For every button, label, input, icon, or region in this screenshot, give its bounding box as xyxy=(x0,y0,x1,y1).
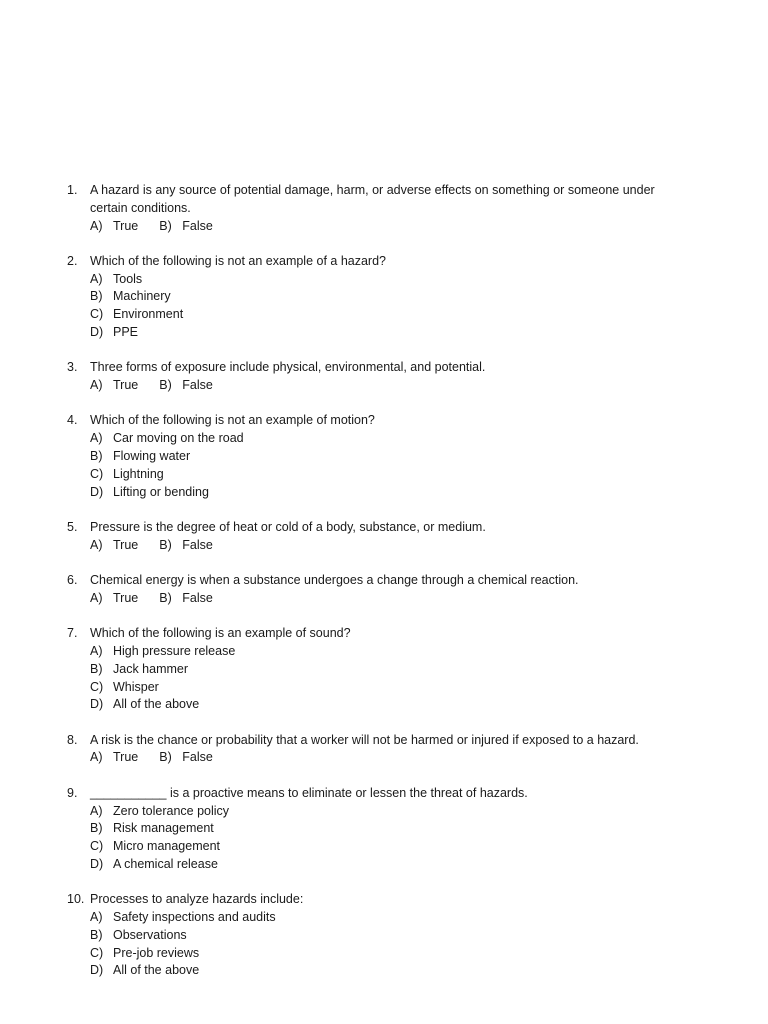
option-letter: B) xyxy=(159,590,172,605)
option-text: True xyxy=(113,537,139,552)
option-text: Environment xyxy=(113,307,184,322)
answer-option xyxy=(90,271,687,289)
answer-option xyxy=(90,448,687,466)
option-letter: D) xyxy=(90,856,104,871)
option-text: Zero tolerance policy xyxy=(113,803,230,818)
option-text: A chemical release xyxy=(113,856,218,871)
answer-options xyxy=(90,271,687,342)
option-letter: A) xyxy=(90,590,103,605)
option-text: Observations xyxy=(113,927,187,942)
answer-option xyxy=(90,484,687,502)
answer-options xyxy=(90,643,687,714)
option-letter: A) xyxy=(90,643,103,658)
option-text: All of the above xyxy=(113,963,200,978)
option-text: Whisper xyxy=(113,679,159,694)
answer-option xyxy=(90,324,687,342)
question-line xyxy=(67,732,687,750)
answer-option xyxy=(159,590,213,608)
answer-option xyxy=(159,537,213,555)
question-4 xyxy=(67,412,687,501)
question-number: 7. xyxy=(67,626,78,641)
question-line xyxy=(67,625,687,643)
option-text: PPE xyxy=(113,325,139,340)
answer-option xyxy=(90,288,687,306)
question-text: Which of the following is not an example of a hazard? xyxy=(90,253,387,268)
option-letter: D) xyxy=(90,325,104,340)
answer-options xyxy=(90,218,687,236)
option-letter: A) xyxy=(90,537,103,552)
answer-option xyxy=(90,430,687,448)
option-text: True xyxy=(113,378,139,393)
question-text: A hazard is any source of potential damage, harm, or adverse effects on something or someone under certain conditions. xyxy=(90,183,655,215)
option-text: False xyxy=(182,590,213,605)
answer-option xyxy=(90,927,687,945)
answer-option xyxy=(90,820,687,838)
option-letter: D) xyxy=(90,697,104,712)
answer-options xyxy=(90,430,687,501)
option-text: Machinery xyxy=(113,289,171,304)
answer-option xyxy=(90,306,687,324)
answer-option xyxy=(159,377,213,395)
option-letter: B) xyxy=(159,378,172,393)
option-letter: C) xyxy=(90,466,104,481)
question-line xyxy=(67,572,687,590)
question-number: 8. xyxy=(67,732,78,747)
option-letter: C) xyxy=(90,307,104,322)
question-line xyxy=(67,412,687,430)
option-text: Lightning xyxy=(113,466,164,481)
option-letter: D) xyxy=(90,963,104,978)
option-letter: B) xyxy=(159,218,172,233)
option-letter: B) xyxy=(90,927,103,942)
option-text: False xyxy=(182,218,213,233)
question-6 xyxy=(67,572,687,608)
answer-option xyxy=(90,590,138,608)
option-letter: A) xyxy=(90,803,103,818)
question-1 xyxy=(67,182,687,235)
question-text: A risk is the chance or probability that a worker will not be harmed or injured if exposed to a hazard. xyxy=(90,732,639,747)
option-letter: B) xyxy=(90,821,103,836)
answer-option xyxy=(90,803,687,821)
question-text: ___________ is a proactive means to eliminate or lessen the threat of hazards. xyxy=(90,785,528,800)
answer-option xyxy=(159,749,213,767)
question-line xyxy=(67,891,687,909)
quiz-question-list xyxy=(67,182,687,998)
option-text: True xyxy=(113,750,139,765)
answer-option xyxy=(90,661,687,679)
option-text: Risk management xyxy=(113,821,214,836)
option-text: Safety inspections and audits xyxy=(113,910,276,924)
option-letter: C) xyxy=(90,679,104,694)
option-text: Jack hammer xyxy=(113,661,189,676)
option-text: Micro management xyxy=(113,839,220,854)
answer-option xyxy=(90,909,687,927)
option-letter: D) xyxy=(90,484,104,499)
question-line xyxy=(67,253,687,271)
question-number: 2. xyxy=(67,253,78,268)
option-letter: A) xyxy=(90,750,103,765)
option-text: Car moving on the road xyxy=(113,431,244,446)
option-text: False xyxy=(182,378,213,393)
answer-option xyxy=(90,962,687,980)
question-line xyxy=(67,519,687,537)
question-line xyxy=(67,785,687,803)
option-text: True xyxy=(113,218,139,233)
option-letter: A) xyxy=(90,218,103,233)
answer-options xyxy=(90,590,687,608)
option-letter: A) xyxy=(90,910,103,924)
question-2 xyxy=(67,253,687,342)
answer-option xyxy=(90,749,138,767)
option-letter: A) xyxy=(90,431,103,446)
question-number: 4. xyxy=(67,413,78,428)
option-text: False xyxy=(182,537,213,552)
answer-options xyxy=(90,537,687,555)
option-text: False xyxy=(182,750,213,765)
question-8 xyxy=(67,732,687,768)
answer-option xyxy=(90,466,687,484)
question-line xyxy=(67,359,687,377)
question-7 xyxy=(67,625,687,714)
answer-option xyxy=(90,696,687,714)
option-letter: B) xyxy=(90,449,103,464)
question-text: Which of the following is an example of sound? xyxy=(90,626,351,641)
question-line xyxy=(67,182,687,218)
question-text: Processes to analyze hazards include: xyxy=(90,892,304,907)
question-text: Chemical energy is when a substance undergoes a change through a chemical reaction. xyxy=(90,573,579,588)
option-letter: B) xyxy=(90,661,103,676)
answer-option xyxy=(90,377,138,395)
option-text: All of the above xyxy=(113,697,200,712)
question-text: Pressure is the degree of heat or cold of a body, substance, or medium. xyxy=(90,519,486,534)
option-text: Tools xyxy=(113,271,143,286)
answer-option xyxy=(90,838,687,856)
answer-option xyxy=(90,537,138,555)
option-text: Pre-job reviews xyxy=(113,945,200,960)
option-letter: B) xyxy=(159,537,172,552)
question-number: 5. xyxy=(67,519,78,534)
question-text: Three forms of exposure include physical, environmental, and potential. xyxy=(90,360,486,375)
option-text: True xyxy=(113,590,139,605)
answer-options xyxy=(90,803,687,874)
answer-option xyxy=(90,856,687,874)
question-number: 3. xyxy=(67,360,78,375)
answer-option xyxy=(90,218,138,236)
answer-option xyxy=(90,679,687,697)
question-5 xyxy=(67,519,687,555)
question-9 xyxy=(67,785,687,874)
option-text: High pressure release xyxy=(113,643,236,658)
option-text: Flowing water xyxy=(113,449,191,464)
answer-option xyxy=(159,218,213,236)
option-letter: A) xyxy=(90,378,103,393)
option-text: Lifting or bending xyxy=(113,484,209,499)
question-number: 10. xyxy=(67,892,85,907)
option-letter: B) xyxy=(90,289,103,304)
answer-option xyxy=(90,643,687,661)
question-text: Which of the following is not an example of motion? xyxy=(90,413,375,428)
question-number: 1. xyxy=(67,183,78,197)
question-number: 9. xyxy=(67,785,78,800)
answer-option xyxy=(90,945,687,963)
answer-options xyxy=(90,377,687,395)
question-10 xyxy=(67,891,687,980)
option-letter: B) xyxy=(159,750,172,765)
answer-options xyxy=(90,749,687,767)
answer-options xyxy=(90,909,687,980)
option-letter: C) xyxy=(90,839,104,854)
option-letter: A) xyxy=(90,271,103,286)
option-letter: C) xyxy=(90,945,104,960)
question-number: 6. xyxy=(67,573,78,588)
question-3 xyxy=(67,359,687,395)
